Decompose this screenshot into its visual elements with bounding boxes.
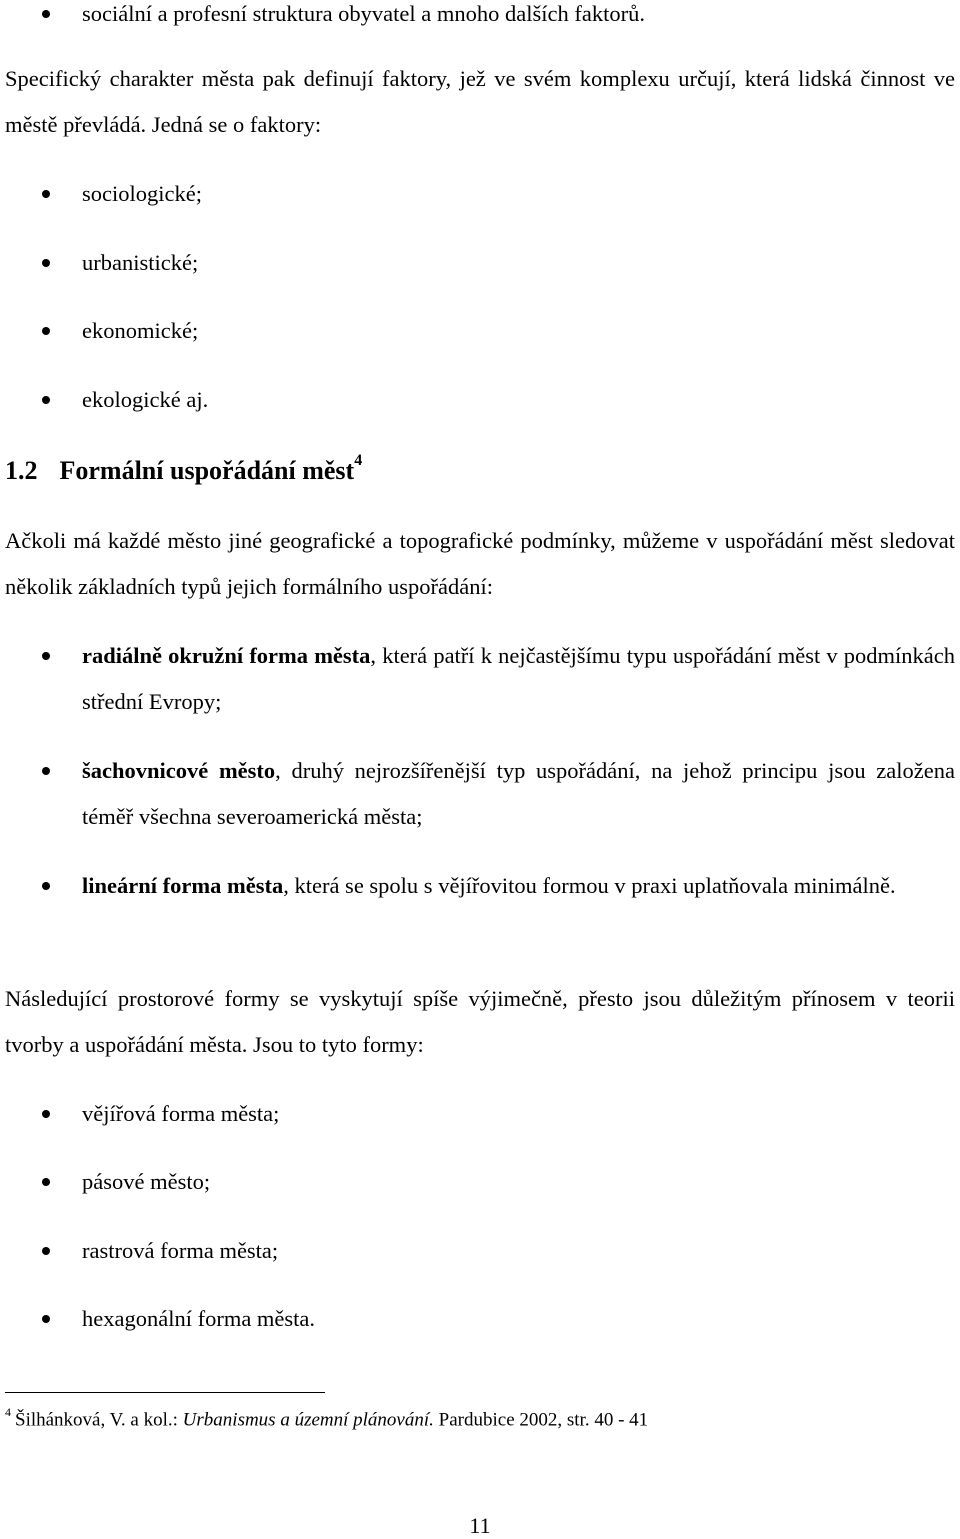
list-item-text — [82, 748, 955, 840]
form-name: šachovnicové město — [82, 758, 276, 783]
footnote-marker: 4 — [5, 1405, 11, 1419]
bullet-icon — [42, 327, 50, 335]
form-description: , která patří k nejčastějšímu typu uspořádání měst v podmínkách střední Evropy; — [82, 643, 956, 714]
bullet-icon — [42, 652, 50, 660]
list-item-text: ekologické aj. — [82, 387, 209, 412]
list-item-text: vějířová forma města; — [82, 1101, 280, 1126]
list-item-text: pásové město; — [82, 1169, 211, 1194]
other-forms-paragraph: Následující prostorové formy se vyskytují spíše výjimečně, přesto jsou důležitým přínosem v teorii tvorby a uspořádání města. Jsou to tyto formy: — [5, 986, 955, 1057]
list-item-text — [82, 633, 955, 725]
section-number: 1.2 — [5, 456, 38, 485]
section-title: Formální uspořádání měst — [59, 456, 355, 485]
bullet-icon — [42, 1110, 50, 1118]
intro-paragraph: Specifický charakter města pak definují faktory, jež ve svém komplexu určují, která lidská činnost ve městě převládá. Jedná se o faktory: — [5, 66, 955, 137]
bullet-icon — [42, 767, 50, 775]
footnote-divider — [5, 1392, 325, 1393]
section-heading — [5, 452, 363, 486]
section-paragraph: Ačkoli má každé město jiné geografické a topografické podmínky, můžeme v uspořádání měst sledovat několik základních typů jejich formálního uspořádání: — [5, 528, 955, 599]
form-name: radiálně okružní forma města — [82, 643, 371, 668]
bullet-icon — [42, 10, 50, 18]
list-item-text: sociologické; — [82, 181, 202, 206]
bullet-icon — [42, 259, 50, 267]
bullet-icon — [42, 882, 50, 890]
footnote-authors: Šilhánková, V. a kol.: — [15, 1409, 183, 1431]
list-item-text: hexagonální forma města. — [82, 1306, 316, 1331]
form-description: , která se spolu s vějířovitou formou v praxi uplatňovala minimálně. — [283, 873, 896, 898]
form-description: , druhý nejrozšířenější typ uspořádání, na jehož principu jsou založena téměř všechna severoamerická města; — [82, 758, 955, 829]
list-item-text: ekonomické; — [82, 318, 199, 343]
bullet-icon — [42, 1178, 50, 1186]
bullet-icon — [42, 190, 50, 198]
footnote — [5, 1407, 648, 1431]
form-name: lineární forma města — [82, 873, 284, 898]
list-item-text: rastrová forma města; — [82, 1238, 279, 1263]
bullet-icon — [42, 1247, 50, 1255]
footnote-ref[interactable]: 4 — [354, 452, 363, 470]
footnote-title: Urbanismus a územní plánování. — [182, 1409, 434, 1431]
list-item-text: urbanistické; — [82, 250, 199, 275]
list-item-text: sociální a profesní struktura obyvatel a mnoho dalších faktorů. — [82, 1, 645, 26]
bullet-icon — [42, 396, 50, 404]
footnote-rest: Pardubice 2002, str. 40 - 41 — [433, 1409, 649, 1431]
bullet-icon — [42, 1315, 50, 1323]
list-item-text — [82, 863, 955, 909]
page-number: 11 — [469, 1513, 491, 1538]
